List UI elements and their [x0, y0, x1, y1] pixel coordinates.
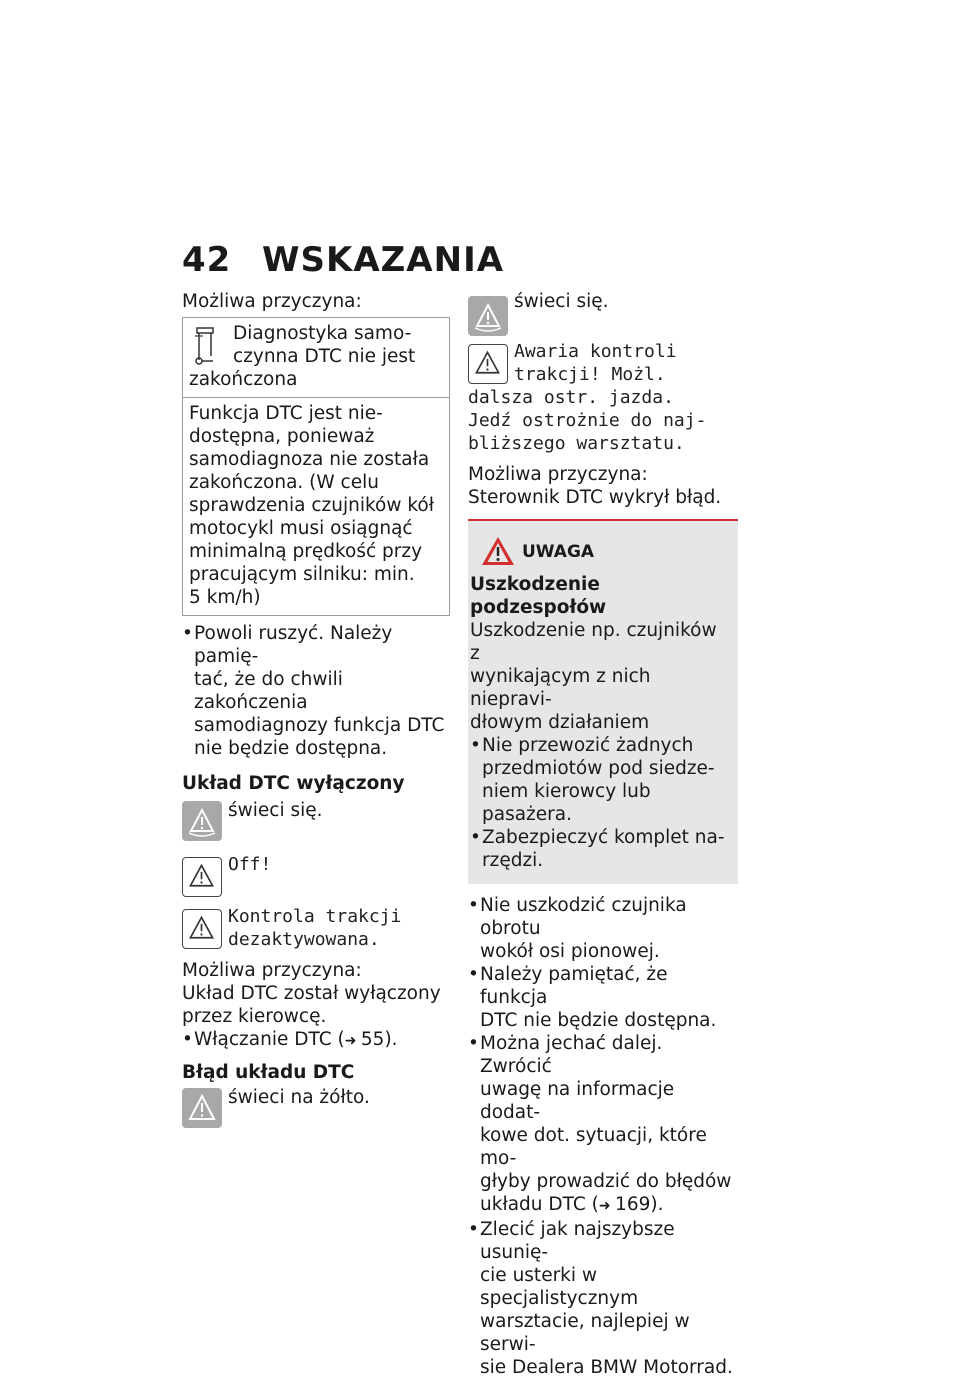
page-reference[interactable]: 169).	[615, 1194, 664, 1215]
bullet-line: rzędzi.	[482, 850, 544, 871]
warning-triangle-icon	[182, 857, 222, 897]
display-text: dalsza ostr. jazda.	[468, 387, 674, 408]
dtc-error-heading: Błąd układu DTC	[182, 1062, 355, 1083]
cause-label: Możliwa przyczyna:	[468, 464, 648, 485]
display-text: Jedź ostrożnie do naj-	[468, 410, 707, 431]
box-body-line: 5 km/h)	[189, 587, 261, 608]
display-row	[182, 905, 450, 951]
indicator-text: świeci się.	[514, 291, 609, 312]
page-number: 42	[182, 240, 232, 280]
list-item	[468, 1218, 738, 1379]
cause-text: Układ DTC został wyłączony	[182, 983, 441, 1004]
dtc-indicator-icon	[182, 801, 222, 841]
bullet-line: samodiagnozy funkcja DTC	[194, 715, 445, 736]
box-body-line: motocykl musi osiągnąć	[189, 518, 413, 539]
box-body-line: Funkcja DTC jest nie-	[189, 403, 383, 424]
page-header	[182, 240, 504, 280]
right-column	[468, 290, 738, 1379]
display-text: Off!	[228, 854, 272, 875]
warning-triangle-icon	[182, 1088, 222, 1128]
arrow-ref-icon: ➜	[598, 1198, 616, 1214]
list-item	[182, 622, 450, 760]
warning-label: UWAGA	[522, 542, 595, 562]
bullet-line: DTC nie będzie dostępna.	[480, 1010, 717, 1031]
bullet-line: tać, że do chwili zakończenia	[194, 669, 343, 713]
bullet-line: sie Dealera BMW Motorrad.	[480, 1357, 733, 1378]
bullet-line: • Nie przewozić żadnych	[482, 735, 694, 756]
bullet-line: układu DTC (	[480, 1194, 599, 1215]
list-item	[468, 894, 738, 963]
bullet-line: wokół osi pionowej.	[480, 941, 660, 962]
bullet-line: • Nie uszkodzić czujnika obrotu	[480, 895, 687, 939]
box-heading	[183, 318, 449, 397]
list-item	[468, 963, 738, 1032]
bullet-line: kowe dot. sytuacji, które mo-	[480, 1125, 707, 1169]
box-body-line: dostępna, ponieważ	[189, 426, 375, 447]
bullet-text: Włączanie DTC (	[194, 1029, 345, 1050]
display-row	[182, 853, 450, 897]
cause-label: Możliwa przyczyna:	[182, 291, 362, 312]
warning-text: dłowym działaniem	[470, 712, 650, 733]
box-body-line: minimalną prędkość przy	[189, 541, 423, 562]
page-title: WSKAZANIA	[262, 240, 505, 280]
bullet-line: • Można jechać dalej. Zwrócić	[480, 1033, 663, 1077]
arrow-ref-icon: ➜	[344, 1033, 361, 1049]
bullet-line: cie usterki w specjalistycznym	[480, 1265, 639, 1309]
bullet-line: głyby prowadzić do błędów	[480, 1171, 732, 1192]
warning-triangle-icon	[182, 909, 222, 949]
display-text: Kontrola trakcji	[228, 906, 402, 927]
left-column	[182, 290, 450, 1130]
warning-triangle-icon	[468, 344, 508, 384]
bullet-line: • Zabezpieczyć komplet na-	[482, 827, 725, 848]
box-body-line: zakończona. (W celu	[189, 472, 379, 493]
display-text: Awaria kontroli	[514, 341, 677, 362]
warning-text: Uszkodzenie np. czujników z	[470, 620, 717, 664]
warning-header	[470, 535, 728, 569]
list-item	[468, 1032, 738, 1218]
bullet-line: • Należy pamiętać, że funkcja	[480, 964, 668, 1008]
indicator-row	[182, 1086, 450, 1130]
bullet-line: • Powoli ruszyć. Należy pamię-	[194, 623, 393, 667]
box-heading-line: czynna DTC nie jest	[233, 346, 416, 367]
box-body	[183, 397, 449, 615]
list-item	[182, 1028, 450, 1053]
list-item	[470, 826, 728, 872]
bullet-line: niem kierowcy lub pasażera.	[482, 781, 651, 825]
list-item	[470, 734, 728, 826]
display-text: trakcji! Możl.	[514, 364, 666, 385]
warning-text: wynikającym z nich niepravi-	[470, 666, 651, 710]
display-text: bliższego warsztatu.	[468, 433, 685, 454]
cause-text: Sterownik DTC wykrył błąd.	[468, 487, 722, 508]
indicator-row	[468, 290, 738, 340]
diagnostics-icon	[193, 326, 217, 372]
warning-title: Uszkodzenie podzespołów	[470, 574, 607, 618]
indicator-row	[182, 799, 450, 843]
dtc-off-heading: Układ DTC wyłączony	[182, 773, 405, 794]
bullet-line: nie będzie dostępna.	[194, 738, 388, 759]
bullet-line: • Zlecić jak najszybsze usunię-	[480, 1219, 675, 1263]
box-body-line: sprawdzenia czujników kół	[189, 495, 434, 516]
warning-box	[468, 519, 738, 884]
diagnostics-box	[182, 317, 450, 616]
bullet-line: uwagę na informacje dodat-	[480, 1079, 675, 1123]
display-row	[468, 340, 738, 455]
indicator-text: świeci się.	[228, 800, 323, 821]
cause-label: Możliwa przyczyna:	[182, 960, 362, 981]
box-heading-line: zakończona	[189, 369, 298, 390]
warning-triangle-icon	[480, 535, 516, 573]
dtc-indicator-icon	[468, 296, 508, 336]
page-reference[interactable]: 55).	[360, 1029, 398, 1050]
bullet-line: warsztacie, najlepiej w serwi-	[480, 1311, 690, 1355]
box-body-line: samodiagnoza nie została	[189, 449, 430, 470]
box-heading-line: Diagnostyka samo-	[233, 323, 412, 344]
indicator-text: świeci na żółto.	[228, 1087, 370, 1108]
bullet-line: przedmiotów pod siedze-	[482, 758, 715, 779]
box-body-line: pracującym silniku: min.	[189, 564, 415, 585]
cause-text: przez kierowcę.	[182, 1006, 327, 1027]
display-text: dezaktywowana.	[228, 929, 380, 950]
